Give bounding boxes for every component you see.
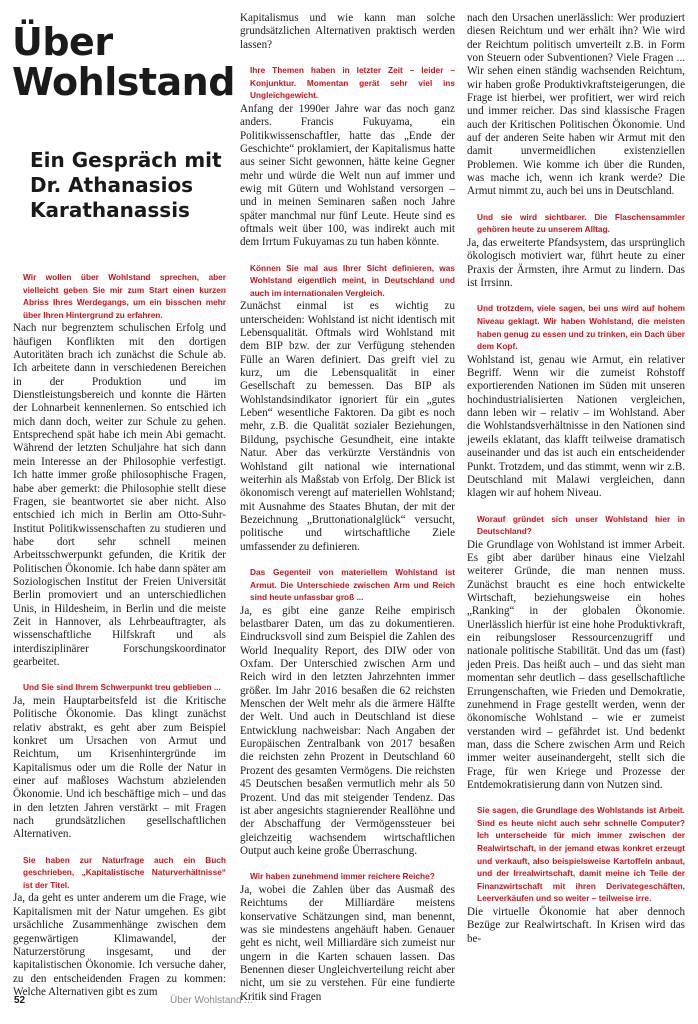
interview-answer: Zunächst einmal ist es wichtig zu unterscheiden: Wohlstand ist nicht identisch mit Lebensqualität. Oftmals wird Wohlstand mit dem BIP bzw. der zur Verfügung stehenden Fülle an Waren definiert. Das greift viel zu kurz, um die Lebensqualität in einer Gesellschaft zu bemessen. Das BIP als Wohlstandsindikator ignoriert für ein „gutes Leben“ wesentliche Faktoren. Da gibt es noch mehr, z.B. die Qualität sozialer Beziehungen, Bildung, psychische Gesundheit, eine intakte Natur. Aber das verkürzte Verständnis von Wohlstand gilt national wie international weiterhin als Maßstab von Erfolg. Der Blick ist ökonomisch verengt auf materiellen Wohlstand; mit Ausnahme des Staates Bhutan, der mit der Bezeichnung „Bruttonationalglück“ versucht, politische und wirtschaftliche Ziele umfassender zu definieren. — [240, 300, 455, 553]
interview-question: Sie sagen, die Grundlage des Wohlstands ist Arbeit. Sind es heute nicht auch sehr schnelle Computer? Ich unterscheide für mich immer zwischen der Realwirtschaft, in der jemand etwas konkret erzeugt und verkauft, also beispielsweise Kartoffeln anbaut, und der Irrealwirtschaft, damit meine ich Teile der Finanzwirtschaft mit ihren Derivategeschäften, Leerverkäufen und so weiter – teilweise irre. — [477, 805, 685, 904]
interview-answer: Die Grundlage von Wohlstand ist immer Arbeit. Es gibt aber darüber hinaus eine Vielzahl weiterer Gründe, die man nennen muss. Zunächst braucht es eine hoch entwickelte Wirtschaft, beziehungsweise ein hohes „Ranking“ in der globalen Ökonomie. Unerlässlich hierfür ist eine hohe Produktivkraft, ein reibungsloser Ressourcenzugriff und nationale politische Stabilität. Und das um (fast) jeden Preis. Das heißt auch – und das sieht man momentan sehr deutlich – dass gesellschaftliche Errungenschaften, wie Frieden und Demokratie, zunehmend in Frage gestellt werden, wenn der ökonomische Wohlstand – wie er zumeist verstanden wird – gefährdet ist. Und bedenkt man, dass die Schere zwischen Arm und Reich immer weiter auseinandergeht, stellt sich die Frage, für wen Kriege und Prozesse der Entdemokratisierung dann von Nutzen sind. — [467, 538, 685, 791]
interview-question: Und trotzdem, viele sagen, bei uns wird auf hohem Niveau geklagt. Wir haben Wohlstand, die meisten haben genug zu essen und zu trinken, ein Dach über dem Kopf. — [477, 303, 685, 352]
interview-answer: Ja, da geht es unter anderem um die Frage, wie Kapitalismen mit der Natur umgehen. Es gibt ursächliche Zusammenhänge zwischen dem gegenwärtigen Klimawandel, der Naturzerstörung insgesamt, und der kapitalistischen Ökonomie. Ich versuche daher, zu den entscheidenden Fragen zu kommen: Welche Alternativen gibt es zum — [13, 892, 226, 998]
interview-question: Worauf gründet sich unser Wohlstand hier in Deutschland? — [477, 513, 685, 537]
interview-answer: Ja, wobei die Zahlen über das Ausmaß des Reichtums der Milliardäre meistens konservative Schätzungen sind, man benennt, was sie mindestens angehäuft haben. Genauer geht es nicht, weil Milliardäre sich zumeist nur ungern in die Karten schauen lassen. Das Benennen dieser Ungleichverteilung reicht aber nicht, um sie zu verstehen. Für eine fundierte Kritik sind Fragen — [240, 883, 455, 1003]
interview-answer: Nach nur begrenztem schulischen Erfolg und häufigen Konflikten mit den dortigen Autoritäten brach ich zunächst die Schule ab. Ich arbeitete dann in verschiedenen Bereichen in der Produktion und im Dienstleistungsbereich und konnte die Härten der Lohnarbeit kennenlernen. So entschied ich mich dann doch, weiter zur Schule zu gehen. Entsprechend spät habe ich mein Abi gemacht. Während der letzten Schuljahre hat sich dann mein Interesse an der Philosophie verfestigt. Ich hatte immer große philosophische Fragen, habe aber gemerkt: die Philosophie stellt diese Fragen, sie beantwortet sie aber nicht. Also entschied ich mich in Berlin am Otto-Suhr-Institut Politikwissenschaften zu studieren und habe dort sehr schnell meinen Arbeitsschwerpunkt gefunden, die Kritik der Politischen Ökonomie. Ich habe dann später am Soziologischen Institut der Freien Universität Berlin promoviert und an unterschiedlichen Unis, in Hildesheim, in Berlin und die meiste Zeit in Hannover, als Lehrbeauftragter, als wissenschaftliche Hilfskraft und als interdisziplinärer Forschungskoordinator gearbeitet. — [13, 322, 226, 668]
column-1 — [13, 271, 226, 999]
interview-question: Und Sie sind Ihrem Schwerpunkt treu geblieben ... — [23, 682, 221, 693]
interview-question: Und sie wird sichtbarer. Die Flaschensammler gehören heute zu unserem Alltag. — [477, 211, 685, 235]
article-subtitle: Ein Gespräch mit Dr. Athanasios Karathanassis — [30, 148, 222, 222]
interview-answer: Ja, mein Hauptarbeitsfeld ist die Kritische Politische Ökonomie. Das klingt zunächst relativ abstrakt, es geht aber zum Beispiel konkret um Ursachen von Armut und Reichtum, um Krisenhintergründe im Kapitalismus oder um die Rolle der Natur in einer auf maßloses Wachstum abzielenden Ökonomie. Und ich beschäftige mich – und das in den letzten Jahren verstärkt – mit Fragen nach grundsätzlichen gesellschaftlichen Alternativen. — [13, 694, 226, 841]
interview-question: Ihre Themen haben in letzter Zeit – leider – Konjunktur. Momentan gerät sehr viel ins Ungleichgewicht. — [250, 65, 455, 101]
interview-answer-continued: Kapitalismus und wie kann man solche grundsätzlichen Alternativen praktisch werden lassen? — [240, 12, 455, 51]
interview-answer: Die virtuelle Ökonomie hat aber dennoch Bezüge zur Realwirtschaft. In Krisen wird das be- — [467, 906, 685, 945]
interview-answer: Anfang der 1990er Jahre war das noch ganz anders. Francis Fukuyama, ein Politikwissenschaftler, hatte das „Ende der Geschichte“ proklamiert, der Kapitalismus hatte aus seiner Sicht gewonnen, hätte keine Gegner mehr und würde die Welt nun auf immer und ewig mit Gütern und Wohlstand versorgen – und in meinen Seminaren saßen noch Jahre später manchmal nur fünf Leute. Heute sind es oftmals weit über 100, was indirekt auch mit dem Irrtum Fukuyamas zu tun haben könnte. — [240, 102, 455, 249]
article-title: Über Wohlstand — [12, 20, 235, 104]
page-number: 52 — [14, 995, 26, 1006]
page-footer — [14, 993, 674, 1009]
interview-answer: Wohlstand ist, genau wie Armut, ein relativer Begriff. Wenn wir die zumeist Rohstoff exportierenden Nationen im Süden mit unseren hochindustrialisierten Nationen vergleichen, dann leben wir – relativ – im Wohlstand. Aber die Wohlstandsverhältnisse in den Nationen sind jeweils eklatant, das klafft teilweise dramatisch auseinander und das ist auch ein entscheidender Punkt. Trotzdem, und das stimmt, wenn wir z.B. Deutschland mit Malawi vergleichen, dann klagen wir auf hohem Niveau. — [467, 353, 685, 500]
column-2 — [240, 12, 455, 1004]
interview-question: Können Sie mal aus Ihrer Sicht definieren, was Wohlstand eigentlich meint, in Deutschland und auch im internationalen Vergleich. — [250, 262, 455, 298]
interview-question: Das Gegenteil von materiellem Wohlstand ist Armut. Die Unterschiede zwischen Arm und Reich sind heute unfassbar groß ... — [250, 566, 455, 603]
running-title: Über Wohlstand ... — [170, 995, 253, 1006]
interview-answer: Ja, das erweiterte Pfandsystem, das ursprünglich ökologisch motiviert war, führt heute zu einer Praxis der Ärmsten, ihre Armut zu lindern. Das ist Irrsinn. — [467, 237, 685, 290]
interview-question: Wir wollen über Wohlstand sprechen, aber vielleicht geben Sie mir zum Start einen kurzen Abriss Ihres Werdegangs, um ein bisschen mehr über Ihren Hintergrund zu erfahren. — [23, 272, 226, 320]
interview-question: Wir haben zunehmend immer reichere Reiche? — [250, 871, 435, 882]
interview-answer: Ja, es gibt eine ganze Reihe empirisch belastbarer Daten, um das zu dokumentieren. Eindrucksvoll sind zum Beispiel die Zahlen des World Inequality Report, des DIW oder von Oxfam. Der Unterschied zwischen Arm und Reich wird in den letzten Jahrzehnten immer größer. Im Jahr 2016 besaßen die 62 reichsten Menschen der Welt mehr als die ärmere Hälfte der Welt. Und auch in Deutschland ist diese Entwicklung nachweisbar: Nach Angaben der Europäischen Zentralbank von 2017 besaßen die reichsten zehn Prozent in Deutschland 60 Prozent des gesamten Vermögens. Die reichsten 45 Deutschen besaßen vermutlich mehr als 50 Prozent. Und das mit steigender Tendenz. Das ist aber angesichts stagnierender Reallöhne und der Abschaffung der Vermögenssteuer bei gleichzeitig wachsendem wirtschaftlichen Output auch keine große Überraschung. — [240, 604, 455, 857]
column-3 — [467, 12, 685, 946]
interview-question: Sie haben zur Naturfrage auch ein Buch geschrieben, „Kapitalistische Naturverhältnisse“ ist der Titel. — [23, 854, 226, 890]
interview-answer-continued: nach den Ursachen unerlässlich: Wer produziert diesen Reichtum und wer erhält ihn? Wie wird der Reichtum politisch umverteilt z.B. in Form von Steuern oder Subventionen? Viele Fragen ... Wir sehen einen ständig wachsenden Reichtum, wir haben große Produktivkraftsteigerungen, die Frage ist hierbei, wer profitiert, wer wird reich und immer reicher. Das sind klassische Fragen auch der Kritischen Politischen Ökonomie. Und auf der anderen Seite haben wir Armut mit den damit unvermeidlichen existenziellen Problemen. Wie komme ich über die Runden, was mache ich, wenn ich krank werde? Die Armut nimmt zu, auch bei uns in Deutschland. — [467, 12, 685, 198]
